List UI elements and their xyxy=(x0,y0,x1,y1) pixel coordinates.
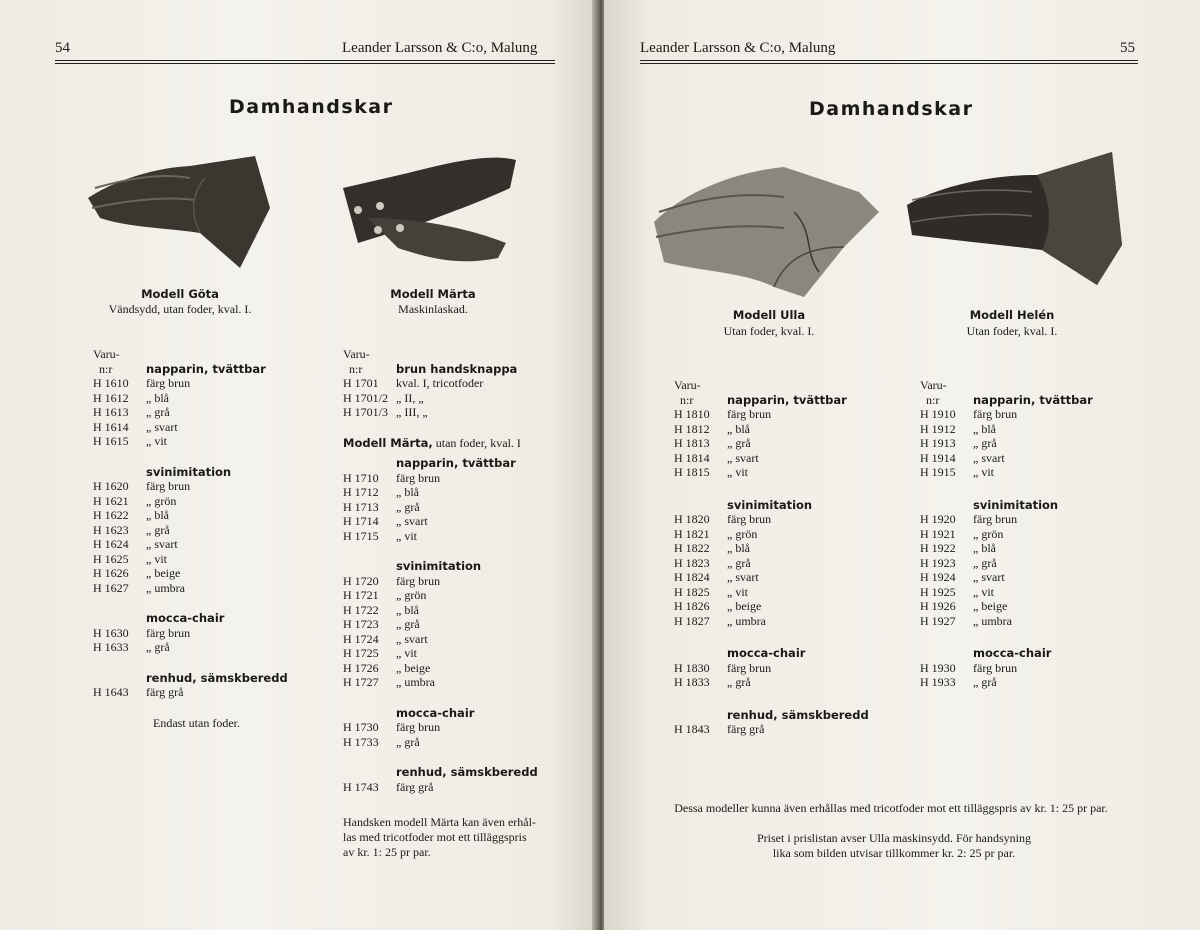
group-heading: napparin, tvättbar xyxy=(973,392,1093,407)
group-heading: napparin, tvättbar xyxy=(727,392,847,407)
group-heading: svinimitation xyxy=(396,559,482,573)
glove-marta-image xyxy=(338,148,528,273)
glove-helen-image xyxy=(902,150,1127,290)
model-description: Utan foder, kval. I. xyxy=(723,324,815,338)
tricot-footnote: Dessa modeller kunna även erhållas med tricotfoder mot ett tilläggspris av kr. 1: 25 pr par. xyxy=(674,801,1108,815)
group-heading: svinimitation xyxy=(146,464,232,479)
table-row: H 1833 „ grå xyxy=(674,675,751,689)
table-row: H 1924 „ svart xyxy=(920,570,1005,584)
ulla-article-list xyxy=(674,378,869,737)
group-heading: mocca-chair xyxy=(973,646,1052,660)
model-description: Vändsydd, utan foder, kval. I. xyxy=(108,302,252,316)
varu-label: Varu- xyxy=(343,347,370,361)
table-row: H 1823 „ grå xyxy=(674,555,751,570)
table-row: H 1726 „ beige xyxy=(343,660,431,675)
page-number-right: 55 xyxy=(1120,40,1135,56)
model-description: Utan foder, kval. I. xyxy=(966,324,1058,338)
table-row: H 1715 „ vit xyxy=(343,528,417,543)
gota-article-list xyxy=(93,347,288,730)
marta-article-list xyxy=(343,347,538,794)
table-row: H 1910 färg brun xyxy=(920,407,1018,421)
group-heading: svinimitation xyxy=(973,497,1059,512)
table-row: H 1810 färg brun xyxy=(674,407,772,421)
header-rule xyxy=(55,60,555,61)
group-heading: brun handsknappa xyxy=(396,361,518,376)
table-row: H 1626 „ beige xyxy=(93,566,181,580)
table-row: H 1830 färg brun xyxy=(674,660,772,675)
varu-label: n:r xyxy=(680,392,694,407)
table-row: H 1643 färg grå xyxy=(93,685,184,699)
header-rule xyxy=(55,63,555,64)
glove-gota-image xyxy=(80,148,280,273)
table-row: H 1733 „ grå xyxy=(343,734,420,749)
footnote: Endast utan foder. xyxy=(153,715,240,730)
running-header-right: Leander Larsson & C:o, Malung xyxy=(640,40,836,56)
table-row: H 1743 färg grå xyxy=(343,779,434,794)
header-rule xyxy=(640,60,1138,61)
model-name: Modell Märta xyxy=(390,287,476,301)
table-row: H 1912 „ blå xyxy=(920,421,996,436)
table-row: H 1921 „ grön xyxy=(920,526,1004,541)
table-row: H 1915 „ vit xyxy=(920,465,994,479)
page-title-right: Damhandskar xyxy=(809,98,974,120)
table-row: H 1701/3 „ III, „ xyxy=(343,405,428,419)
table-row: H 1723 „ grå xyxy=(343,617,420,631)
running-header-left: Leander Larsson & C:o, Malung xyxy=(342,40,538,56)
varu-label: Varu- xyxy=(93,347,120,361)
table-row: H 1725 „ vit xyxy=(343,646,417,660)
table-row: H 1712 „ blå xyxy=(343,485,419,499)
table-row: H 1710 färg brun xyxy=(343,470,441,485)
group-heading: renhud, sämskberedd xyxy=(727,707,869,722)
right-page xyxy=(604,0,1200,930)
varu-label: Varu- xyxy=(920,378,947,392)
group-heading: renhud, sämskberedd xyxy=(146,670,288,685)
table-row: H 1720 färg brun xyxy=(343,573,441,588)
model-name: Modell Ulla xyxy=(732,308,806,322)
table-row: H 1701 kval. I, tricotfoder xyxy=(343,376,484,390)
helen-article-list xyxy=(920,378,1093,690)
price-footnote: Priset i prislistan avser Ulla maskinsydd. För handsyning lika som bilden utvisar tillkommer kr. 2: 25 pr par. xyxy=(757,831,1031,860)
table-row: H 1827 „ umbra xyxy=(674,613,766,628)
table-row: H 1701/2 „ II, „ xyxy=(343,390,424,405)
table-row: H 1843 färg grå xyxy=(674,722,765,736)
table-row: H 1815 „ vit xyxy=(674,465,748,479)
table-row: H 1630 färg brun xyxy=(93,625,191,640)
table-row: H 1825 „ vit xyxy=(674,584,748,599)
table-row: H 1730 färg brun xyxy=(343,720,441,734)
group-heading: mocca-chair xyxy=(396,705,475,720)
table-row: H 1633 „ grå xyxy=(93,640,170,654)
group-heading: svinimitation xyxy=(727,497,813,512)
table-row: H 1812 „ blå xyxy=(674,421,750,436)
table-row: H 1822 „ blå xyxy=(674,541,750,555)
group-heading: napparin, tvättbar xyxy=(396,456,516,470)
table-row: H 1623 „ grå xyxy=(93,522,170,537)
table-row: H 1627 „ umbra xyxy=(93,580,185,595)
table-row: H 1624 „ svart xyxy=(93,537,178,551)
subsection-heading: Modell Märta, utan foder, kval. I xyxy=(343,435,521,450)
table-row: H 1933 „ grå xyxy=(920,675,997,689)
model-name: Modell Helén xyxy=(969,308,1055,322)
table-row: H 1620 färg brun xyxy=(93,479,191,493)
table-row: H 1721 „ grön xyxy=(343,588,427,602)
group-heading: mocca-chair xyxy=(146,611,225,625)
table-row: H 1622 „ blå xyxy=(93,508,169,522)
table-row: H 1724 „ svart xyxy=(343,631,428,646)
table-row: H 1625 „ vit xyxy=(93,551,167,566)
table-row: H 1927 „ umbra xyxy=(920,613,1012,628)
table-row: H 1612 „ blå xyxy=(93,390,169,405)
model-description: Maskinlaskad. xyxy=(398,302,468,316)
group-heading: renhud, sämskberedd xyxy=(396,765,538,779)
table-row: H 1920 färg brun xyxy=(920,512,1018,526)
table-row: H 1930 färg brun xyxy=(920,660,1018,675)
page-title-left: Damhandskar xyxy=(229,96,394,118)
table-row: H 1914 „ svart xyxy=(920,450,1005,465)
table-row: H 1621 „ grön xyxy=(93,493,177,508)
table-row: H 1821 „ grön xyxy=(674,526,758,541)
table-row: H 1727 „ umbra xyxy=(343,675,435,689)
table-row: H 1913 „ grå xyxy=(920,436,997,450)
left-page xyxy=(0,0,596,930)
table-row: H 1614 „ svart xyxy=(93,419,178,434)
table-row: H 1814 „ svart xyxy=(674,450,759,465)
table-row: H 1826 „ beige xyxy=(674,599,762,613)
varu-label: n:r xyxy=(926,392,940,407)
varu-label: n:r xyxy=(349,361,363,376)
page-number-left: 54 xyxy=(55,40,70,56)
table-row: H 1926 „ beige xyxy=(920,599,1008,613)
table-row: H 1923 „ grå xyxy=(920,555,997,570)
glove-ulla-image xyxy=(644,152,884,300)
table-row: H 1615 „ vit xyxy=(93,434,167,448)
table-row: H 1813 „ grå xyxy=(674,436,751,450)
table-row: H 1824 „ svart xyxy=(674,570,759,584)
group-heading: napparin, tvättbar xyxy=(146,361,266,376)
varu-label: Varu- xyxy=(674,378,701,392)
table-row: H 1820 färg brun xyxy=(674,512,772,526)
marta-footnote: Handsken modell Märta kan även erhål- las med tricotfoder mot ett tilläggspris av kr. 1: 25 pr par. xyxy=(343,815,536,859)
group-heading: mocca-chair xyxy=(727,646,806,660)
table-row: H 1922 „ blå xyxy=(920,541,996,555)
model-name: Modell Göta xyxy=(141,287,219,301)
table-row: H 1613 „ grå xyxy=(93,405,170,419)
header-rule xyxy=(640,63,1138,64)
table-row: H 1714 „ svart xyxy=(343,514,428,528)
table-row: H 1925 „ vit xyxy=(920,584,994,599)
table-row: H 1610 färg brun xyxy=(93,376,191,390)
varu-label: n:r xyxy=(99,361,113,376)
table-row: H 1713 „ grå xyxy=(343,499,420,514)
table-row: H 1722 „ blå xyxy=(343,602,419,617)
